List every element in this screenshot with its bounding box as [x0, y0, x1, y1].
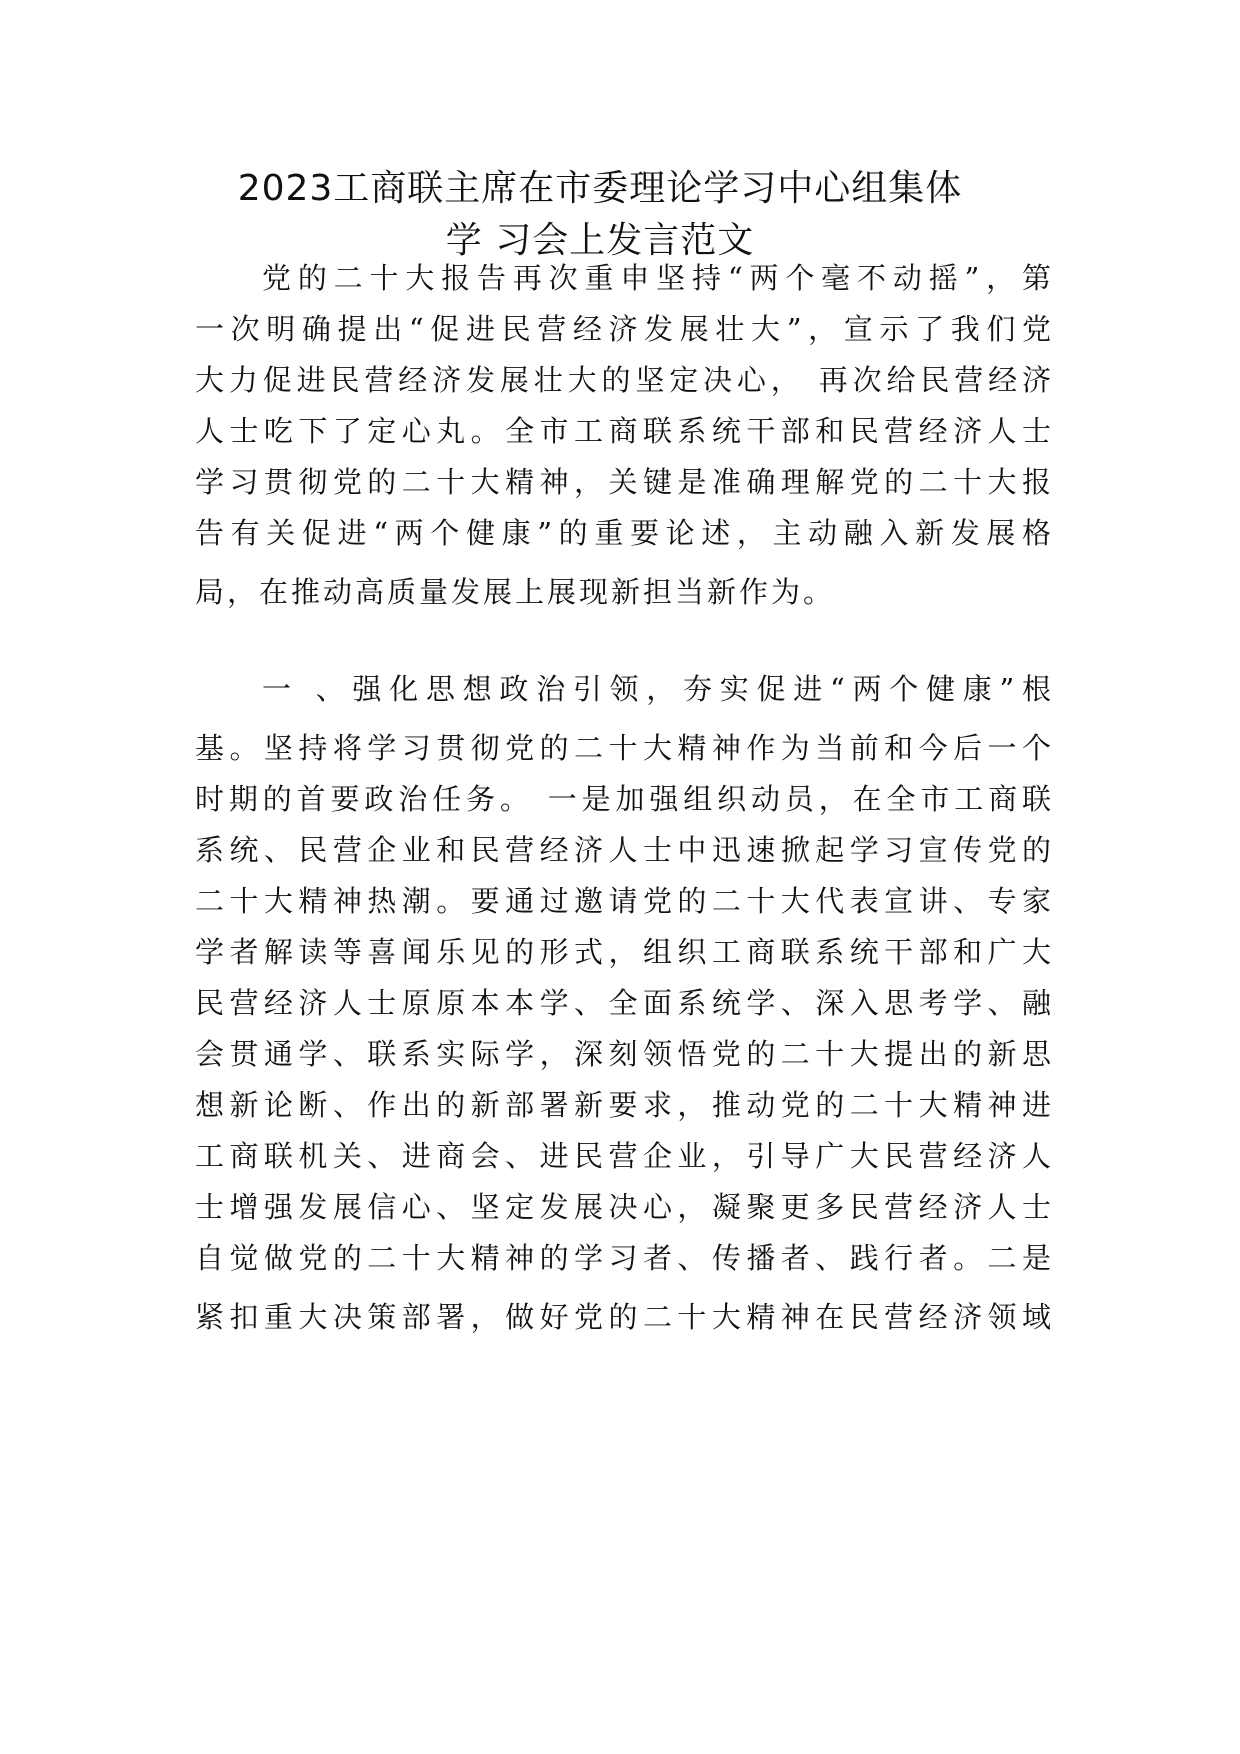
paragraph-2-line: 基。坚持将学习贯彻党的二十大精神作为当前和今后一个 [195, 731, 1051, 765]
paragraph-1-line: 人士吃下了定心丸。全市工商联系统干部和民营经济人士 [195, 414, 1051, 448]
paragraph-1-line: 学习贯彻党的二十大精神，关键是准确理解党的二十大报 [195, 465, 1051, 499]
paragraph-2-line: 自觉做党的二十大精神的学习者、传播者、践行者。二是 [195, 1241, 1051, 1275]
paragraph-2-line: 系统、民营企业和民营经济人士中迅速掀起学习宣传党的 [195, 833, 1051, 867]
document-title-line-1: 2023工商联主席在市委理论学习中心组集体 [237, 168, 963, 209]
paragraph-1-line: 局，在推动高质量发展上展现新担当新作为。 [195, 575, 836, 609]
paragraph-2-line: 时期的首要政治任务。 一是加强组织动员，在全市工商联 [195, 782, 1051, 816]
paragraph-1-line: 一次明确提出“促进民营经济发展壮大”，宣示了我们党 [195, 312, 1051, 346]
paragraph-2-line: 士增强发展信心、坚定发展决心，凝聚更多民营经济人士 [195, 1190, 1051, 1224]
paragraph-2-line: 紧扣重大决策部署，做好党的二十大精神在民营经济领域 [195, 1300, 1051, 1334]
paragraph-2-line: 会贯通学、联系实际学，深刻领悟党的二十大提出的新思 [195, 1037, 1051, 1071]
paragraph-2-line: 学者解读等喜闻乐见的形式，组织工商联系统干部和广大 [195, 935, 1051, 969]
paragraph-2-line: 民营经济人士原原本本学、全面系统学、深入思考学、融 [195, 986, 1051, 1020]
paragraph-1-line: 告有关促进“两个健康”的重要论述，主动融入新发展格 [195, 516, 1051, 550]
paragraph-2-line: 一 、强化思想政治引领，夯实促进“两个健康”根 [262, 672, 1051, 706]
paragraph-1-line: 党的二十大报告再次重申坚持“两个毫不动摇”，第 [262, 261, 1051, 295]
paragraph-2-line: 想新论断、作出的新部署新要求，推动党的二十大精神进 [195, 1088, 1051, 1122]
paragraph-2-line: 工商联机关、进商会、进民营企业，引导广大民营经济人 [195, 1139, 1051, 1173]
paragraph-1-line: 大力促进民营经济发展壮大的坚定决心， 再次给民营经济 [195, 363, 1051, 397]
document-title-line-2: 学 习会上发言范文 [445, 220, 755, 261]
paragraph-2-line: 二十大精神热潮。要通过邀请党的二十大代表宣讲、专家 [195, 884, 1051, 918]
